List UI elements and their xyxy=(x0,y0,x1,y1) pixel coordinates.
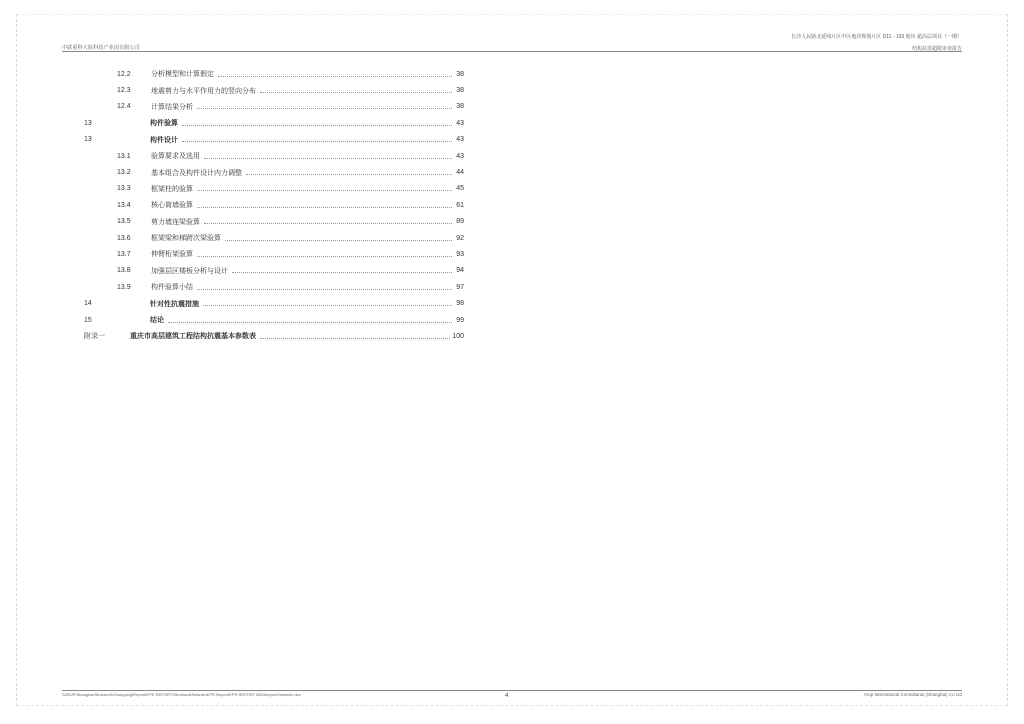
toc-entry-title: 构件验算 xyxy=(150,120,178,128)
toc-entry-number: 13.8 xyxy=(117,267,131,275)
toc-dot-leader xyxy=(260,92,452,93)
toc-entry-title: 结论 xyxy=(150,317,164,325)
toc-entry-page: 44 xyxy=(456,169,464,177)
toc-entry[interactable] xyxy=(84,246,464,262)
toc-entry-number: 13.4 xyxy=(117,201,131,209)
toc-entry[interactable] xyxy=(84,328,464,344)
footer-divider xyxy=(62,690,962,691)
toc-entry-number: 14 xyxy=(84,300,92,308)
toc-entry-title: 伸臂桁架验算 xyxy=(151,251,193,259)
toc-entry-number: 13.9 xyxy=(117,283,131,291)
toc-dot-leader xyxy=(197,207,452,208)
footer-company: Arup International Consultants (Shanghai) Co Ltd xyxy=(863,692,962,697)
toc-entry-page: 38 xyxy=(456,87,464,95)
toc-entry-title: 构件设计 xyxy=(150,136,178,144)
toc-entry[interactable] xyxy=(84,181,464,197)
toc-dot-leader xyxy=(197,190,452,191)
toc-entry-title: 针对性抗震措施 xyxy=(150,300,199,308)
toc-entry-page: 43 xyxy=(456,136,464,144)
toc-entry-page: 38 xyxy=(456,103,464,111)
footer-file-path: \\ARUP\Shanghai\Structural\Chongqing\Report\EPD REPORT\Structural\Seismic\EPR Report\EPR REPORT 0504\report2\seismic.doc xyxy=(62,692,301,697)
toc-entry[interactable] xyxy=(84,263,464,279)
toc-entry[interactable] xyxy=(84,164,464,180)
header-company: 中联重科大院科技产业园有限公司 xyxy=(62,45,141,51)
toc-entry-number: 12.3 xyxy=(117,87,131,95)
toc-entry-number: 13.3 xyxy=(117,185,131,193)
toc-entry[interactable] xyxy=(84,115,464,131)
toc-entry-title: 构件验算小结 xyxy=(151,284,193,292)
toc-entry-title: 框架柱的验算 xyxy=(151,185,193,193)
toc-dot-leader xyxy=(225,240,452,241)
toc-entry-page: 94 xyxy=(456,267,464,275)
toc-dot-leader xyxy=(260,338,450,339)
toc-entry[interactable] xyxy=(84,312,464,328)
toc-entry-title: 分析模型和计算假定 xyxy=(151,71,214,79)
toc-entry-page: 89 xyxy=(456,218,464,226)
toc-entry[interactable] xyxy=(84,148,464,164)
toc-entry[interactable] xyxy=(84,66,464,82)
toc-dot-leader xyxy=(197,108,452,109)
toc-entry-page: 93 xyxy=(456,250,464,258)
toc-entry-page: 38 xyxy=(456,70,464,78)
footer-page-number: 4 xyxy=(505,693,509,699)
toc-entry-page: 43 xyxy=(456,152,464,160)
toc-entry-page: 92 xyxy=(456,234,464,242)
toc-entry[interactable] xyxy=(84,214,464,230)
toc-entry-number: 12.4 xyxy=(117,103,131,111)
toc-dot-leader xyxy=(197,256,452,257)
toc-entry-title: 验算要求及选用 xyxy=(151,153,200,161)
toc-entry-title: 加强层区楼板分析与设计 xyxy=(151,267,228,275)
header-report-title: 结构抗震超限审查报告 xyxy=(911,46,962,52)
toc-entry-number: 13.7 xyxy=(117,250,131,258)
toc-dot-leader xyxy=(168,322,452,323)
toc-entry-number: 15 xyxy=(84,316,92,324)
toc-dot-leader xyxy=(204,223,452,224)
toc-dot-leader xyxy=(204,158,452,159)
toc-entry-title: 地震剪力与水平作用力的竖向分布 xyxy=(151,87,256,95)
toc-dot-leader xyxy=(197,289,452,290)
toc-dot-leader xyxy=(246,174,452,175)
toc-dot-leader xyxy=(182,141,452,142)
toc-dot-leader xyxy=(182,125,452,126)
toc-entry[interactable] xyxy=(84,99,464,115)
toc-entry-number: 13.5 xyxy=(117,218,131,226)
toc-entry[interactable] xyxy=(84,197,464,213)
toc-entry-title: 框架梁和梯跨次梁验算 xyxy=(151,235,221,243)
table-of-contents xyxy=(84,66,464,345)
toc-entry-page: 99 xyxy=(456,316,464,324)
toc-entry[interactable] xyxy=(84,230,464,246)
toc-entry-page: 97 xyxy=(456,283,464,291)
toc-entry-number: 12.2 xyxy=(117,70,131,78)
toc-dot-leader xyxy=(218,76,452,77)
header-project-title: 长沙人民路北延线片区中区地块规划片区 D11 - 103 地块 超高层项目（一期） xyxy=(791,34,962,40)
toc-dot-leader xyxy=(232,272,452,273)
toc-entry-number: 13.2 xyxy=(117,169,131,177)
toc-entry-title: 剪力墙连梁验算 xyxy=(151,218,200,226)
toc-entry[interactable] xyxy=(84,82,464,98)
toc-entry-title: 计算结果分析 xyxy=(151,103,193,111)
toc-entry-number: 13 xyxy=(84,119,92,127)
toc-entry-number: 13.6 xyxy=(117,234,131,242)
toc-dot-leader xyxy=(203,305,452,306)
toc-entry[interactable] xyxy=(84,132,464,148)
toc-entry-page: 98 xyxy=(456,300,464,308)
toc-entry-number: 13 xyxy=(84,136,92,144)
toc-entry-page: 43 xyxy=(456,119,464,127)
toc-entry-title: 基本组合及构件设计内力调整 xyxy=(151,169,242,177)
toc-entry-page: 61 xyxy=(456,201,464,209)
toc-entry-title: 核心筒墙验算 xyxy=(151,202,193,210)
toc-entry-title: 重庆市高层建筑工程结构抗震基本参数表 xyxy=(130,333,256,341)
toc-entry-page: 100 xyxy=(452,332,464,340)
header-divider xyxy=(62,51,962,52)
toc-entry-number: 附录一 xyxy=(84,333,105,341)
toc-entry-number: 13.1 xyxy=(117,152,131,160)
toc-entry[interactable] xyxy=(84,295,464,311)
toc-entry-page: 45 xyxy=(456,185,464,193)
toc-entry[interactable] xyxy=(84,279,464,295)
